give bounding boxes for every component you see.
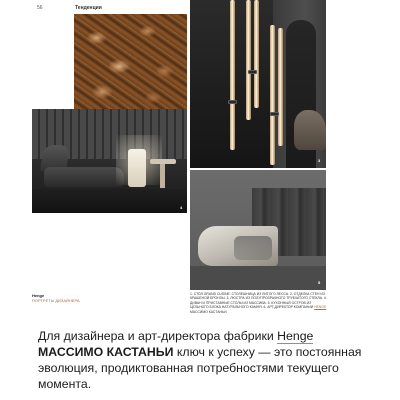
photo-number: 5 — [318, 280, 321, 285]
bronze-texture-photo — [74, 14, 187, 109]
light-clamp — [248, 70, 257, 74]
caption-subtitle: ПОРТРЕТЫ ДИЗАЙНЕРА — [32, 298, 80, 303]
caption-text-end: МАССИМО КАСТАНЬИ — [190, 309, 227, 314]
sofa-interior-photo — [32, 109, 187, 213]
light-tube — [246, 0, 251, 120]
sofa — [44, 167, 124, 187]
page-number: 56 — [37, 5, 43, 11]
photo-number: 4 — [180, 205, 183, 210]
caption-title: Henge — [32, 293, 45, 298]
light-tube — [278, 28, 283, 146]
light-clamp — [270, 112, 279, 116]
light-tube — [270, 25, 275, 165]
stone-sculpture — [294, 110, 326, 150]
section-title: Тенденции — [75, 5, 102, 11]
floor — [190, 266, 326, 290]
lead-paragraph — [38, 328, 368, 392]
floor — [32, 189, 187, 213]
side-table-leg — [160, 164, 165, 188]
light-tube — [254, 0, 259, 108]
photo-caption-left — [32, 293, 92, 303]
photo-caption-right — [190, 292, 328, 314]
lamp — [128, 149, 146, 187]
caption-brand-link[interactable]: HENGE — [314, 305, 327, 310]
lead-text-end: ключ к успеху — это постоянная эволюция, продиктованная потребностями текущего момента. — [38, 345, 362, 391]
light-clamp — [228, 100, 237, 104]
light-tube — [230, 0, 235, 150]
chandelier-photo — [190, 0, 326, 168]
counter-shadow — [234, 236, 272, 260]
designer-name: МАССИМО КАСТАНЬИ — [38, 345, 174, 359]
lead-text-start: Для дизайнера и арт-директора фабрики — [38, 329, 278, 343]
caption-text: 1. СТОЛ GRAND CUSINE: СТОЛЕШНИЦА ИЗ ЛИТОГО ЛЕССА. 2. ОТДЕЛКА СТЕН ИЗ КРАШЕНОЙ БРОНЗЫ. 3. ЛЮСТРА ИЗ ПОЛУПРОЗРАЧНОГО ТРУБЧАТОГО СТЕКЛА. 4. ДИВАН И ПРИСТАВНЫЕ СТОЛЫ ИЗ МАССИВА. 5. КУХОННЫЙ ОСТРОВ ИЗ ЦЕЛЬНОГО БЛОКА НАТУРАЛЬНОГО КАМНЯ. 6. АРТ-ДИРЕКТОР КОМПАНИИ — [190, 292, 327, 310]
stone-counter-photo — [190, 170, 326, 290]
brand-link[interactable]: Henge — [277, 329, 314, 343]
photo-number: 3 — [318, 158, 321, 163]
